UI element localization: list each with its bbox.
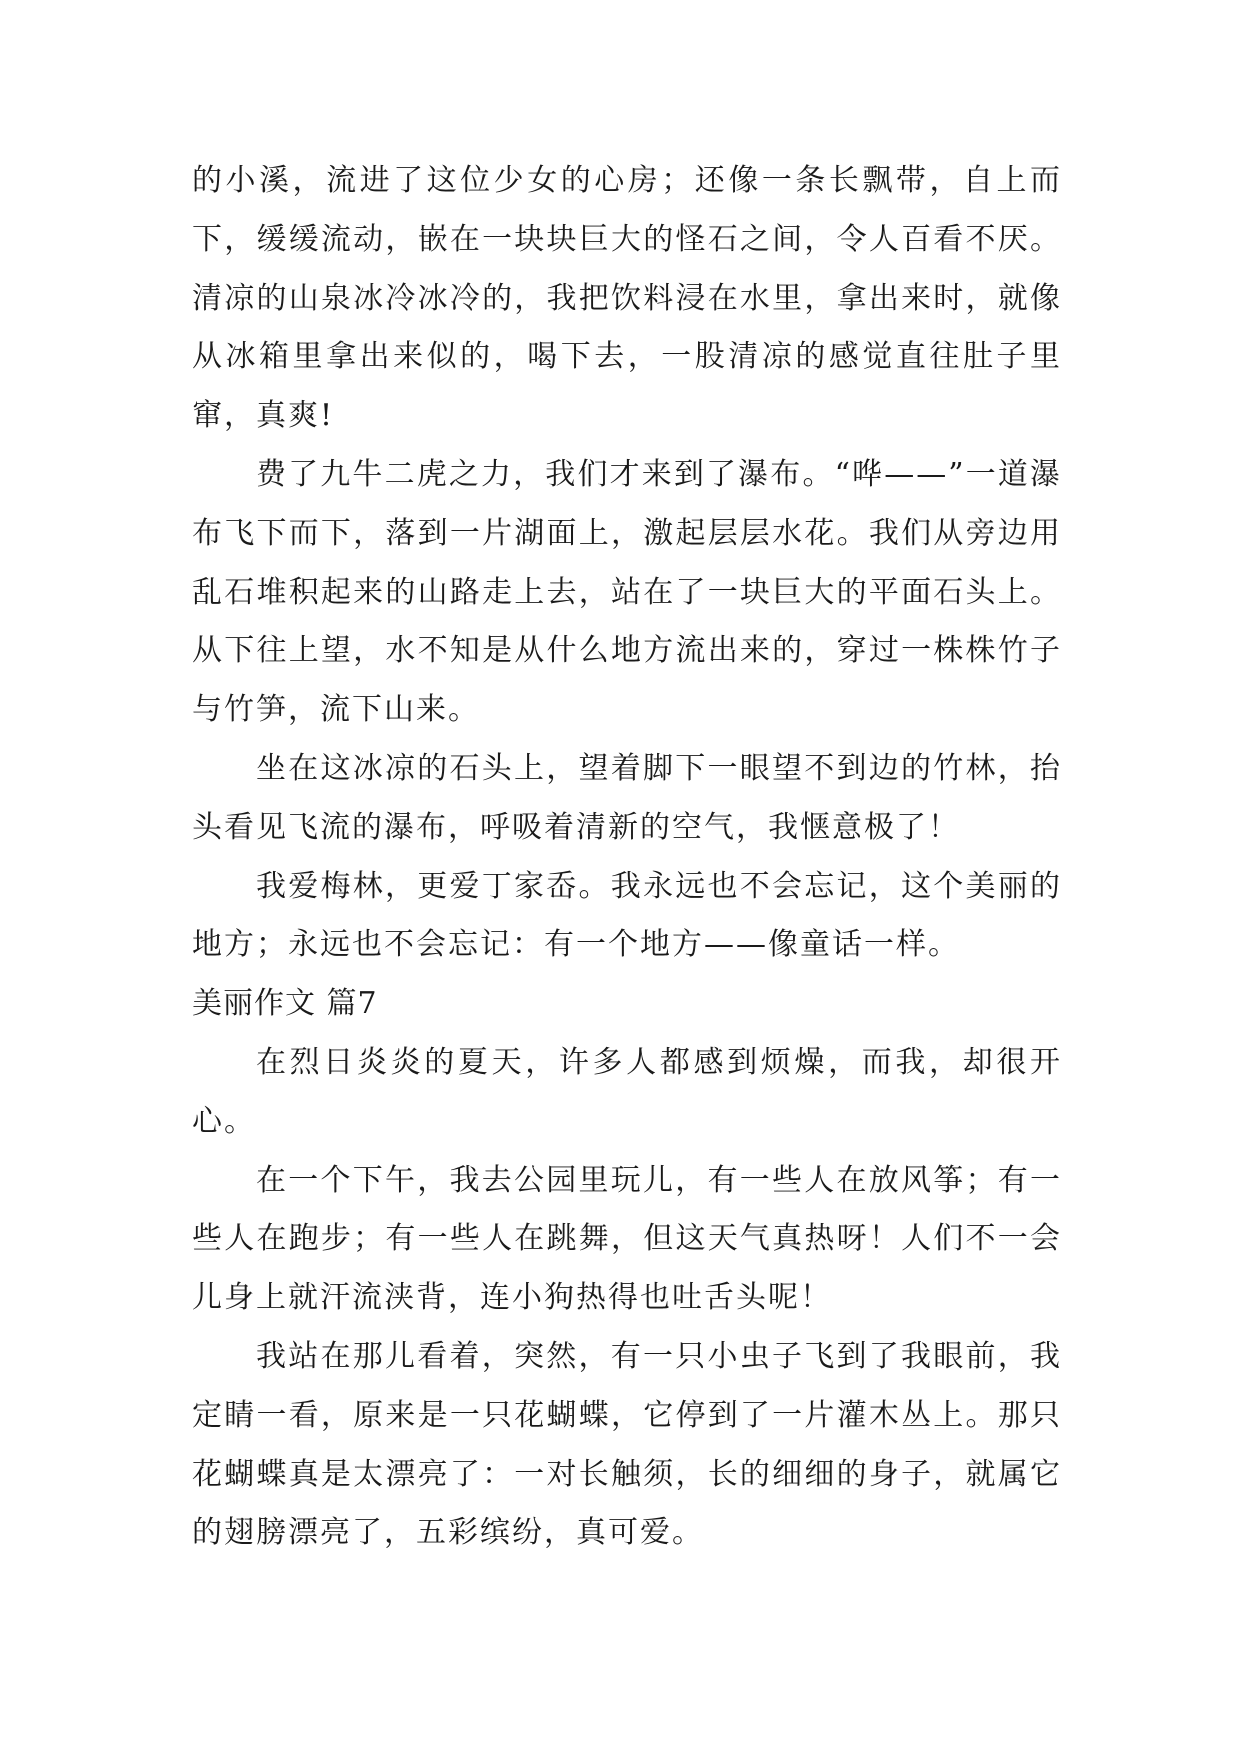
- document-page: [192, 152, 1062, 1563]
- paragraph-sitting-on-rock: 坐在这冰凉的石头上，望着脚下一眼望不到边的竹林，抬头看见飞流的瀑布，呼吸着清新的空气，我惬意极了！: [192, 750, 1062, 845]
- paragraph-park-afternoon: 在一个下午，我去公园里玩儿，有一些人在放风筝；有一些人在跑步；有一些人在跳舞，但这天气真热呀！人们不一会儿身上就汗流浃背，连小狗热得也吐舌头呢！: [192, 1162, 1062, 1316]
- paragraph-summer-day: 在烈日炎炎的夏天，许多人都感到烦燥，而我，却很开心。: [192, 1044, 1062, 1139]
- section-heading: 美丽作文 篇7: [192, 986, 378, 1022]
- paragraph-butterfly: 我站在那儿看着，突然，有一只小虫子飞到了我眼前，我定睛一看，原来是一只花蝴蝶，它停到了一片灌木丛上。那只花蝴蝶真是太漂亮了：一对长触须，长的细细的身子，就属它的翅膀漂亮了，五彩缤纷，真可爱。: [192, 1338, 1062, 1551]
- paragraph-waterfall: 费了九牛二虎之力，我们才来到了瀑布。“哗——”一道瀑布飞下而下，落到一片湖面上，激起层层水花。我们从旁边用乱石堆积起来的山路走上去，站在了一块巨大的平面石头上。从下往上望，水不知是从什么地方流出来的，穿过一株株竹子与竹笋，流下山来。: [192, 456, 1062, 728]
- paragraph-love-meilin: 我爱梅林，更爱丁家岙。我永远也不会忘记，这个美丽的地方；永远也不会忘记：有一个地方——像童话一样。: [192, 868, 1062, 963]
- paragraph-stream-continuation: 的小溪，流进了这位少女的心房；还像一条长飘带，自上而下，缓缓流动，嵌在一块块巨大的怪石之间，令人百看不厌。清凉的山泉冰冷冰冷的，我把饮料浸在水里，拿出来时，就像从冰箱里拿出来似的，喝下去，一股清凉的感觉直往肚子里窜，真爽!: [192, 163, 1062, 434]
